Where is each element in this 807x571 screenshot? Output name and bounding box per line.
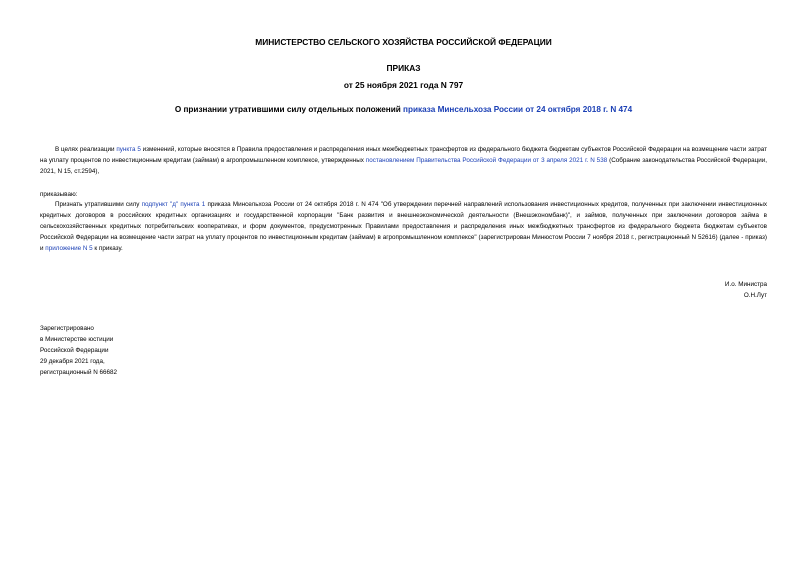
link-government-decree[interactable]: постановлением Правительства Российской Федерации от 3 апреля 2021 г. N 538 — [365, 157, 608, 164]
signature-block — [725, 279, 767, 301]
text: Признать утратившими силу — [55, 201, 142, 208]
ministry-heading: МИНИСТЕРСТВО СЕЛЬСКОГО ХОЗЯЙСТВА РОССИЙСКОЙ ФЕДЕРАЦИИ — [255, 37, 552, 47]
signer-name: О.Н.Лут — [743, 292, 767, 299]
doc-type-heading: ПРИКАЗ — [386, 63, 421, 73]
text: изменений, которые вносятся в Правила предоставления и распределения иных межбюджетных трансфертов из федерального бюджета бюджетам субъектов Российской Федерации на возмещение части затрат на уплату процентов по инвестиционным кредитам (займам) в агропромышленном комплексе, утвержденных — [40, 146, 767, 164]
link-appendix-5[interactable]: приложение N 5 — [45, 245, 93, 252]
registration-line: регистрационный N 66682 — [40, 369, 118, 376]
signer-position: И.о. Министра — [724, 281, 767, 288]
text: В целях реализации — [55, 146, 117, 153]
text: приказа Минсельхоза России от 24 октября 2018 г. N 474 "Об утверждении перечней направлений использования инвестиционных кредитов, полученных при заключении инвестиционных кредитных договоров в российских кредитных организациях и государственной корпорации "Банк развития и внешнеэкономической деятельности (Внешэкономбанк)", и займов, полученных при заключении договоров займа в сельскохозяйственных кредитных потребительских кооперативах, и форм документов, предусмотренных Правилами предоставления и распределения иных межбюджетных трансфертов из федерального бюджета бюджетам субъектов Российской Федерации на возмещение части затрат на уплату процентов по инвестиционным кредитам (займам) в агропромышленном комплексе" (зарегистрирован Минюстом России 7 ноября 2018 г., регистрационный N 52616) (далее - приказ) и — [40, 201, 767, 252]
paragraph-order-word: приказываю: — [40, 191, 78, 198]
document-title — [0, 105, 807, 114]
text: к приказу. — [92, 245, 123, 252]
registration-line: Зарегистрировано — [40, 325, 94, 332]
paragraph-order-body — [40, 199, 767, 254]
text: (Собрание законодательства Российской Федерации, 2021, N 15, ст.2594), — [40, 157, 767, 175]
paragraph-preamble — [40, 144, 767, 177]
title-link[interactable]: приказа Минсельхоза России от 24 октября 2018 г. N 474 — [403, 105, 633, 114]
registration-line: Российской Федерации — [40, 347, 109, 354]
title-prefix: О признании утратившими силу отдельных положений — [174, 105, 404, 114]
registration-line: 29 декабря 2021 года, — [40, 358, 105, 365]
date-number-heading: от 25 ноября 2021 года N 797 — [343, 80, 464, 90]
link-point-5[interactable]: пункта 5 — [116, 146, 141, 153]
registration-block — [40, 323, 117, 378]
link-subpoint-d[interactable]: подпункт "д" пункта 1 — [141, 201, 206, 208]
registration-line: в Министерстве юстиции — [40, 336, 114, 343]
